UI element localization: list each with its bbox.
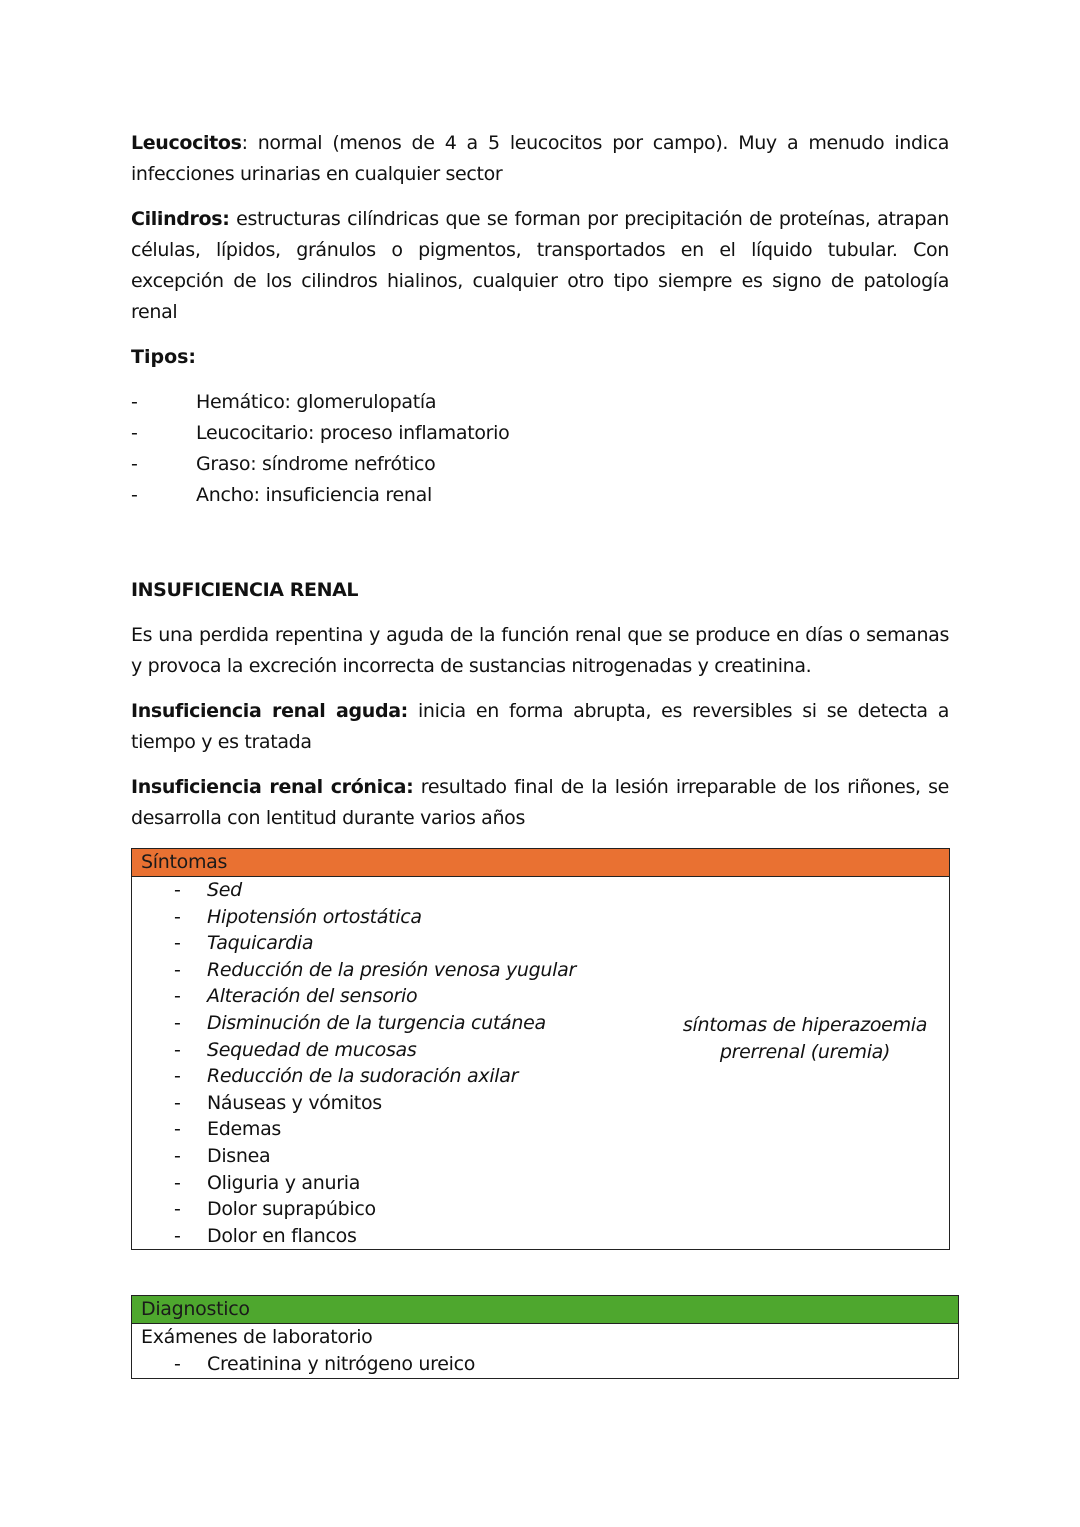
note-line-1: síntomas de hiperazoemia	[682, 1014, 928, 1036]
dash-bullet-icon: -	[174, 905, 181, 928]
diagnostico-header: Diagnostico	[132, 1296, 958, 1324]
list-item-text: Hemático: glomerulopatía	[196, 391, 437, 413]
dash-bullet-icon: -	[174, 1011, 181, 1034]
aguda-term: Insuficiencia renal aguda:	[131, 700, 408, 722]
list-item-text: Dolor en flancos	[207, 1224, 357, 1247]
list-item	[132, 1116, 949, 1143]
list-item	[131, 418, 949, 449]
sintomas-body	[132, 877, 949, 1249]
diagnostico-list	[132, 1351, 958, 1378]
list-item-text: Edemas	[207, 1118, 282, 1141]
cronica-term: Insuficiencia renal crónica:	[131, 776, 414, 798]
dash-bullet-icon: -	[174, 1065, 181, 1088]
dash-bullet-icon: -	[174, 1198, 181, 1221]
list-item-text: Taquicardia	[207, 932, 314, 955]
aguda-paragraph	[131, 696, 949, 758]
aguda-text: inicia en forma abrupta, es reversibles si se detecta a tiempo y es tratada	[131, 700, 949, 753]
dash-bullet-icon: -	[131, 391, 138, 413]
list-item-text: Ancho: insuficiencia renal	[196, 484, 432, 506]
dash-bullet-icon: -	[131, 422, 138, 444]
cilindros-text: estructuras cilíndricas que se forman por precipitación de proteínas, atrapan células, lípidos, gránulos o pigmentos, transportados en el líquido tubular. Con excepción de los cilindros hialinos, cualquier otro tipo siempre es signo de patología renal	[131, 208, 949, 323]
document-page	[131, 128, 949, 848]
dash-bullet-icon: -	[174, 1091, 181, 1114]
note-line-2: prerrenal (uremia)	[719, 1040, 891, 1063]
list-item	[132, 983, 949, 1010]
list-item	[131, 449, 949, 480]
list-item-text: Reducción de la sudoración axilar	[207, 1065, 519, 1088]
dash-bullet-icon: -	[174, 958, 181, 981]
list-item	[131, 480, 949, 511]
cronica-text: resultado final de la lesión irreparable de los riñones, se desarrolla con lentitud durante varios años	[131, 776, 949, 829]
diagnostico-subheading: Exámenes de laboratorio	[141, 1326, 373, 1348]
dash-bullet-icon: -	[174, 1353, 181, 1375]
list-item	[132, 1063, 949, 1090]
section-title-insuficiencia-renal: INSUFICIENCIA RENAL	[131, 579, 359, 601]
dash-bullet-icon: -	[174, 1144, 181, 1167]
dash-bullet-icon: -	[174, 1038, 181, 1061]
list-item	[132, 957, 949, 984]
dash-bullet-icon: -	[131, 453, 138, 475]
list-item	[132, 930, 949, 957]
list-item-text: Creatinina y nitrógeno ureico	[207, 1353, 476, 1375]
diagnostico-table	[131, 1295, 959, 1379]
list-item-text: Disnea	[207, 1144, 271, 1167]
list-item	[132, 1223, 949, 1250]
tipos-list	[131, 387, 949, 511]
cilindros-term: Cilindros:	[131, 208, 230, 230]
hiperazoemia-note	[675, 1012, 935, 1065]
sintomas-table	[131, 848, 950, 1250]
list-item-text: Leucocitario: proceso inflamatorio	[196, 422, 510, 444]
dash-bullet-icon: -	[131, 484, 138, 506]
insuficiencia-intro: Es una perdida repentina y aguda de la función renal que se produce en días o semanas y provoca la excreción incorrecta de sustancias nitrogenadas y creatinina.	[131, 624, 949, 677]
list-item-text: Hipotensión ortostática	[207, 905, 422, 928]
leucocitos-text: : normal (menos de 4 a 5 leucocitos por campo). Muy a menudo indica infecciones urinarias en cualquier sector	[131, 132, 949, 185]
list-item-text: Dolor suprapúbico	[207, 1198, 376, 1221]
list-item	[132, 1196, 949, 1223]
dash-bullet-icon: -	[174, 985, 181, 1008]
list-item-text: Graso: síndrome nefrótico	[196, 453, 436, 475]
dash-bullet-icon: -	[174, 1171, 181, 1194]
list-item	[132, 1090, 949, 1117]
list-item-text: Alteración del sensorio	[207, 985, 418, 1008]
list-item-text: Sed	[207, 879, 242, 901]
list-item-text: Oliguria y anuria	[207, 1171, 361, 1194]
sintomas-header: Síntomas	[132, 849, 949, 877]
list-item-text: Reducción de la presión venosa yugular	[207, 958, 576, 981]
cilindros-paragraph	[131, 204, 949, 328]
list-item	[132, 1170, 949, 1197]
list-item-text: Náuseas y vómitos	[207, 1091, 382, 1114]
dash-bullet-icon: -	[174, 1224, 181, 1247]
leucocitos-term: Leucocitos	[131, 132, 242, 154]
dash-bullet-icon: -	[174, 1118, 181, 1141]
list-item	[131, 387, 949, 418]
list-item	[132, 904, 949, 931]
list-item	[132, 1143, 949, 1170]
list-item	[132, 1351, 958, 1378]
list-item	[132, 877, 949, 904]
tipos-label: Tipos:	[131, 346, 197, 368]
dash-bullet-icon: -	[174, 932, 181, 955]
leucocitos-paragraph	[131, 128, 949, 190]
list-item-text: Disminución de la turgencia cutánea	[207, 1011, 546, 1034]
list-item-text: Sequedad de mucosas	[207, 1038, 417, 1061]
cronica-paragraph	[131, 772, 949, 834]
dash-bullet-icon: -	[174, 879, 181, 901]
